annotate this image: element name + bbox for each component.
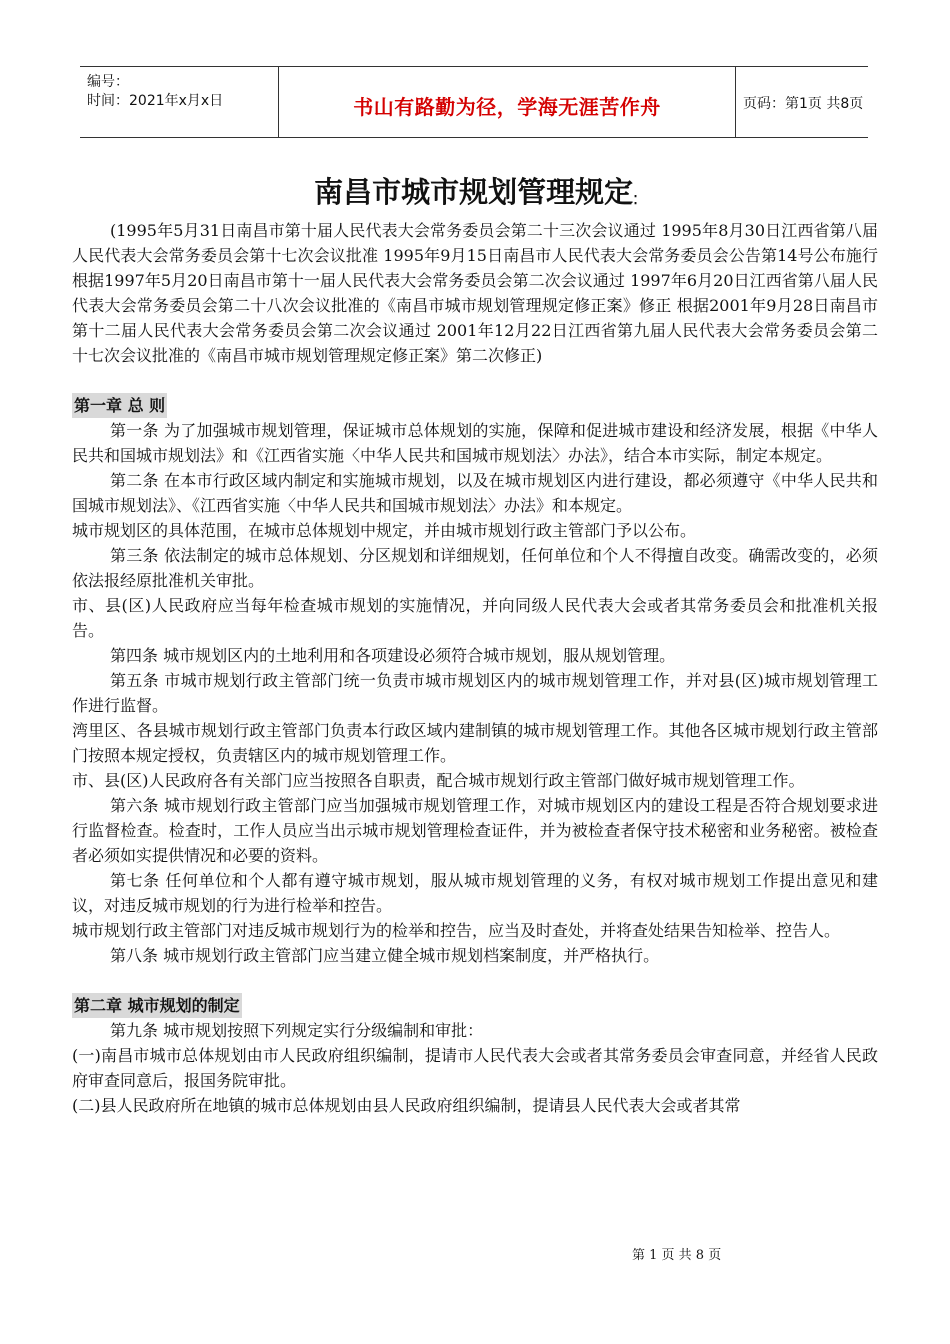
chapter-heading-1: 第一章 总 则 [72,393,167,418]
article-8: 第八条 城市规划行政主管部门应当建立健全城市规划档案制度，并严格执行。 [110,946,660,965]
page-info: 页码：第1页 共8页 [743,96,864,112]
chapter-heading-1-line [72,393,878,418]
chapter-heading-2-line [72,993,878,1018]
article-7: 第七条 任何单位和个人都有遵守城市规划，服从城市规划管理的义务，有权对城市规划工作提出意见和建议，对违反城市规划的行为进行检举和控告。 [72,871,878,915]
article-5-para-2: 市、县(区)人民政府各有关部门应当按照各自职责，配合城市规划行政主管部门做好城市规划管理工作。 [72,771,805,790]
article-2: 第二条 在本市行政区域内制定和实施城市规划，以及在城市规划区内进行建设，都必须遵守《中华人民共和国城市规划法》、《江西省实施〈中华人民共和国城市规划法〉办法》和本规定。 [72,471,878,515]
article-5: 第五条 市城市规划行政主管部门统一负责市城市规划区内的城市规划管理工作，并对县(区)城市规划管理工作进行监督。 [72,671,878,715]
chapter-heading-2: 第二章 城市规划的制定 [72,993,242,1018]
document-title [0,170,950,211]
article-9-item-2: (二)县人民政府所在地镇的城市总体规划由县人民政府组织编制，提请县人民代表大会或者其常 [72,1096,741,1115]
article-4: 第四条 城市规划区内的土地利用和各项建设必须符合城市规划，服从规划管理。 [110,646,676,665]
header-page-cell [734,67,868,137]
article-3-para: 市、县(区)人民政府应当每年检查城市规划的实施情况，并向同级人民代表大会或者其常务委员会和批准机关报告。 [72,596,878,640]
article-2-para: 城市规划区的具体范围，在城市总体规划中规定，并由城市规划行政主管部门予以公布。 [72,521,697,540]
time-label: 时间：2021年x月x日 [87,93,224,109]
preamble: (1995年5月31日南昌市第十届人民代表大会常务委员会第二十三次会议通过 1995年8月30日江西省第八届人民代表大会常务委员会第十七次会议批准 1995年9月15日南昌市人民代表大会常务委员会公告第14号公布施行 根据1997年5月20日南昌市第十一届人民代表大会常务委员会第二次会议通过 1997年6月20日江西省第八届人民代表大会常务委员会第二十八次会议批准的《南昌市城市规划管理规定修正案》修正 根据2001年9月28日南昌市第十二届人民代表大会常务委员会第二次会议通过 2001年12月22日江西省第九届人民代表大会常务委员会第二十七次会议批准的《南昌市城市规划管理规定修正案》第二次修正) [72,221,878,365]
document-body [72,218,878,1118]
header-meta-cell [80,67,278,137]
header-motto-cell [278,67,736,137]
article-3: 第三条 依法制定的城市总体规划、分区规划和详细规划，任何单位和个人不得擅自改变。确需改变的，必须依法报经原批准机关审批。 [72,546,878,590]
article-7-para: 城市规划行政主管部门对违反城市规划行为的检举和控告，应当及时查处，并将查处结果告知检举、控告人。 [72,921,841,940]
article-9-item-1: (一)南昌市城市总体规划由市人民政府组织编制，提请市人民代表大会或者其常务委员会审查同意，并经省人民政府审查同意后，报国务院审批。 [72,1046,878,1090]
document-header [80,66,868,138]
motto-text: 书山有路勤为径，学海无涯苦作舟 [353,95,661,119]
article-6: 第六条 城市规划行政主管部门应当加强城市规划管理工作，对城市规划区内的建设工程是否符合规划要求进行监督检查。检查时，工作人员应当出示城市规划管理检查证件，并为被检查者保守技术秘密和业务秘密。被检查者必须如实提供情况和必要的资料。 [72,796,878,865]
title-text: 南昌市城市规划管理规定 [314,175,634,209]
article-5-para-1: 湾里区、各县城市规划行政主管部门负责本行政区域内建制镇的城市规划管理工作。其他各区城市规划行政主管部门按照本规定授权，负责辖区内的城市规划管理工作。 [72,721,878,765]
article-9: 第九条 城市规划按照下列规定实行分级编制和审批： [110,1021,484,1040]
title-trail-mark: ∶ [633,190,636,211]
footer-page-label: 第 1 页 共 8 页 [632,1248,722,1263]
number-label: 编号： [87,74,129,90]
article-1: 第一条 为了加强城市规划管理，保证城市总体规划的实施，保障和促进城市建设和经济发展，根据《中华人民共和国城市规划法》和《江西省实施〈中华人民共和国城市规划法〉办法》，结合本市实际，制定本规定。 [72,421,878,465]
